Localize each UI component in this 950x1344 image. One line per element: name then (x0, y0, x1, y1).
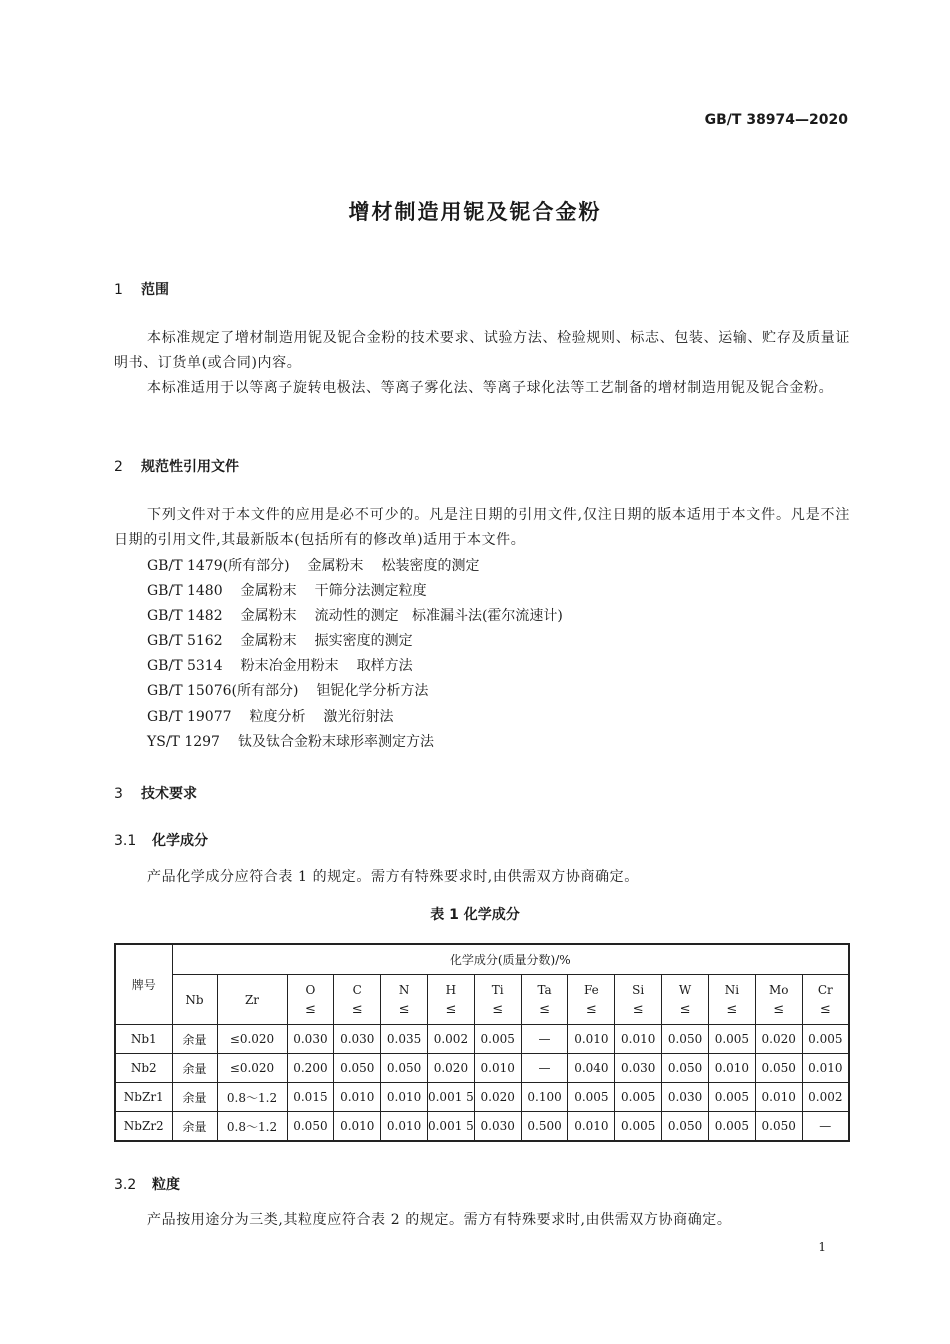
reference-subtitle: 松装密度的测定 (381, 558, 480, 574)
section-number: 1 (114, 282, 123, 298)
section-title: 粒度 (152, 1177, 180, 1193)
value-cell: 0.050 (755, 1054, 802, 1083)
element-symbol: Ti (491, 982, 504, 997)
value-cell: 0.010 (802, 1054, 849, 1083)
section-1-heading (114, 279, 169, 299)
grade-cell: NbZr1 (115, 1083, 172, 1112)
standard-number: GB/T 38974—2020 (704, 112, 848, 128)
element-header-ta (521, 975, 568, 1025)
section-number: 3.2 (114, 1177, 137, 1193)
value-cell: 0.030 (662, 1083, 709, 1112)
value-cell: 0.050 (334, 1054, 381, 1083)
max-limit-symbol: ≤ (819, 1001, 831, 1017)
section-number: 2 (114, 459, 123, 475)
value-cell: 0.010 (568, 1025, 615, 1054)
max-limit-symbol: ≤ (398, 1001, 410, 1017)
value-cell: 余量 (172, 1054, 217, 1083)
reference-code: GB/T 1482 (147, 608, 223, 624)
value-cell: 0.030 (474, 1112, 521, 1142)
reference-title: 钛及钛合金粉末球形率测定方法 (237, 734, 434, 750)
section-3-2-paragraph: 产品按用途分为三类,其粒度应符合表 2 的规定。需方有特殊要求时,由供需双方协商确定。 (147, 1212, 732, 1228)
value-cell: 0.050 (662, 1112, 709, 1142)
reference-item (147, 605, 563, 625)
element-symbol: Nb (185, 992, 204, 1007)
section-2-heading (114, 456, 239, 476)
reference-title: 金属粉末 (240, 583, 297, 599)
section-title: 规范性引用文件 (141, 459, 239, 475)
table-row (115, 1025, 849, 1054)
max-limit-symbol: ≤ (492, 1001, 504, 1017)
composition-group-header: 化学成分(质量分数)/% (172, 944, 849, 975)
value-cell: ≤0.020 (217, 1025, 287, 1054)
element-header-cr (802, 975, 849, 1025)
value-cell: 0.8～1.2 (217, 1083, 287, 1112)
section-title: 化学成分 (152, 833, 208, 849)
reference-code: GB/T 19077 (147, 709, 232, 725)
grade-cell: Nb2 (115, 1054, 172, 1083)
element-symbol: Cr (817, 982, 833, 997)
value-cell: 0.8～1.2 (217, 1112, 287, 1142)
reference-title: 粉末冶金用粉末 (240, 658, 339, 674)
value-cell: 0.001 5 (427, 1083, 474, 1112)
reference-code: GB/T 1479(所有部分) (147, 558, 290, 574)
reference-title: 粒度分析 (249, 709, 306, 725)
value-cell: 0.050 (755, 1112, 802, 1142)
value-cell: ≤0.020 (217, 1054, 287, 1083)
value-cell: 0.010 (708, 1054, 755, 1083)
element-symbol: Ta (537, 982, 552, 997)
value-cell: — (802, 1112, 849, 1142)
reference-title: 钽铌化学分析方法 (316, 683, 429, 699)
grade-header: 牌号 (115, 944, 172, 1025)
max-limit-symbol: ≤ (539, 1001, 550, 1017)
element-symbol: Ni (724, 982, 740, 997)
section-3-heading (114, 783, 197, 803)
max-limit-symbol: ≤ (679, 1001, 691, 1017)
reference-item (147, 680, 428, 700)
value-cell: 0.005 (802, 1025, 849, 1054)
value-cell: 0.020 (474, 1083, 521, 1112)
value-cell: 0.001 5 (427, 1112, 474, 1142)
element-symbol: C (352, 982, 362, 997)
section-2-paragraph-1: 下列文件对于本文件的应用是必不可少的。凡是注日期的引用文件,仅注日期的版本适用于本文件。凡是不注日期的引用文件,其最新版本(包括所有的修改单)适用于本文件。 (114, 507, 850, 548)
value-cell: 0.100 (521, 1083, 568, 1112)
value-cell: 0.005 (708, 1112, 755, 1142)
element-header-fe (568, 975, 615, 1025)
element-symbol: H (445, 982, 457, 997)
section-number: 3.1 (114, 833, 137, 849)
value-cell: 0.010 (755, 1083, 802, 1112)
element-header-nb (172, 975, 217, 1025)
section-1-paragraph-2: 本标准适用于以等离子旋转电极法、等离子雾化法、等离子球化法等工艺制备的增材制造用铌及铌合金粉。 (147, 380, 834, 396)
max-limit-symbol: ≤ (445, 1001, 457, 1017)
element-header-n (381, 975, 428, 1025)
value-cell: 0.005 (708, 1083, 755, 1112)
reference-subtitle: 流动性的测定 标准漏斗法(霍尔流速计) (314, 608, 563, 624)
reference-item (147, 580, 427, 600)
chemical-composition-table (114, 943, 850, 1142)
reference-code: YS/T 1297 (147, 734, 220, 750)
value-cell: 余量 (172, 1025, 217, 1054)
element-header-w (662, 975, 709, 1025)
value-cell: 0.030 (287, 1025, 334, 1054)
value-cell: 0.030 (615, 1054, 662, 1083)
element-header-ti (474, 975, 521, 1025)
element-header-mo (755, 975, 802, 1025)
value-cell: 0.010 (474, 1054, 521, 1083)
value-cell: 0.010 (334, 1112, 381, 1142)
value-cell: 余量 (172, 1112, 217, 1142)
value-cell: 0.010 (381, 1083, 428, 1112)
element-header-row (115, 975, 849, 1025)
value-cell: 0.050 (381, 1054, 428, 1083)
element-symbol: Zr (244, 992, 260, 1007)
section-1-paragraph-1: 本标准规定了增材制造用铌及铌合金粉的技术要求、试验方法、检验规则、标志、包装、运输、贮存及质量证明书、订货单(或合同)内容。 (114, 330, 850, 371)
value-cell: 0.050 (662, 1054, 709, 1083)
table-caption: 表 1 化学成分 (430, 907, 520, 923)
reference-code: GB/T 5162 (147, 633, 223, 649)
grade-cell: NbZr2 (115, 1112, 172, 1142)
reference-subtitle: 激光衍射法 (323, 709, 394, 725)
value-cell: 0.200 (287, 1054, 334, 1083)
value-cell: 0.010 (568, 1112, 615, 1142)
value-cell: 0.005 (474, 1025, 521, 1054)
reference-subtitle: 取样方法 (356, 658, 413, 674)
element-header-o (287, 975, 334, 1025)
max-limit-symbol: ≤ (585, 1001, 597, 1017)
element-header-ni (708, 975, 755, 1025)
table-header-row (115, 944, 849, 975)
element-symbol: Mo (768, 982, 789, 997)
element-header-c (334, 975, 381, 1025)
page-number: 1 (818, 1240, 826, 1254)
element-header-h (427, 975, 474, 1025)
section-3-1-heading (114, 830, 208, 850)
section-title: 范围 (141, 282, 169, 298)
value-cell: 0.020 (427, 1054, 474, 1083)
value-cell: 0.050 (287, 1112, 334, 1142)
value-cell: 0.035 (381, 1025, 428, 1054)
max-limit-symbol: ≤ (304, 1001, 316, 1017)
value-cell: 余量 (172, 1083, 217, 1112)
value-cell: 0.020 (755, 1025, 802, 1054)
reference-code: GB/T 5314 (147, 658, 223, 674)
reference-title: 金属粉末 (240, 608, 297, 624)
value-cell: 0.002 (427, 1025, 474, 1054)
value-cell: 0.005 (568, 1083, 615, 1112)
grade-cell: Nb1 (115, 1025, 172, 1054)
reference-item (147, 655, 413, 675)
reference-title: 金属粉末 (240, 633, 297, 649)
element-symbol: W (678, 982, 692, 997)
value-cell: 0.005 (615, 1112, 662, 1142)
section-3-2-heading (114, 1174, 180, 1194)
reference-item (147, 555, 480, 575)
max-limit-symbol: ≤ (726, 1001, 738, 1017)
value-cell: 0.010 (615, 1025, 662, 1054)
reference-code: GB/T 15076(所有部分) (147, 683, 299, 699)
value-cell: 0.015 (287, 1083, 334, 1112)
value-cell: 0.005 (615, 1083, 662, 1112)
value-cell: 0.050 (662, 1025, 709, 1054)
reference-item (147, 731, 434, 751)
element-symbol: N (398, 982, 410, 997)
element-header-si (615, 975, 662, 1025)
max-limit-symbol: ≤ (351, 1001, 363, 1017)
value-cell: 0.010 (381, 1112, 428, 1142)
section-title: 技术要求 (141, 786, 197, 802)
value-cell: 0.010 (334, 1083, 381, 1112)
reference-title: 金属粉末 (307, 558, 364, 574)
value-cell: — (521, 1025, 568, 1054)
section-3-1-paragraph: 产品化学成分应符合表 1 的规定。需方有特殊要求时,由供需双方协商确定。 (147, 869, 639, 885)
element-symbol: Fe (583, 982, 599, 997)
value-cell: 0.040 (568, 1054, 615, 1083)
value-cell: 0.030 (334, 1025, 381, 1054)
max-limit-symbol: ≤ (773, 1001, 785, 1017)
table-row (115, 1083, 849, 1112)
section-number: 3 (114, 786, 123, 802)
value-cell: 0.500 (521, 1112, 568, 1142)
reference-subtitle: 干筛分法测定粒度 (314, 583, 427, 599)
table-row (115, 1112, 849, 1142)
document-title: 增材制造用铌及铌合金粉 (348, 200, 602, 224)
reference-item (147, 706, 394, 726)
element-symbol: Si (632, 982, 645, 997)
reference-item (147, 630, 413, 650)
table-row (115, 1054, 849, 1083)
value-cell: 0.002 (802, 1083, 849, 1112)
value-cell: — (521, 1054, 568, 1083)
element-symbol: O (305, 982, 316, 997)
value-cell: 0.005 (708, 1025, 755, 1054)
element-header-zr (217, 975, 287, 1025)
max-limit-symbol: ≤ (632, 1001, 644, 1017)
reference-code: GB/T 1480 (147, 583, 223, 599)
reference-subtitle: 振实密度的测定 (314, 633, 413, 649)
